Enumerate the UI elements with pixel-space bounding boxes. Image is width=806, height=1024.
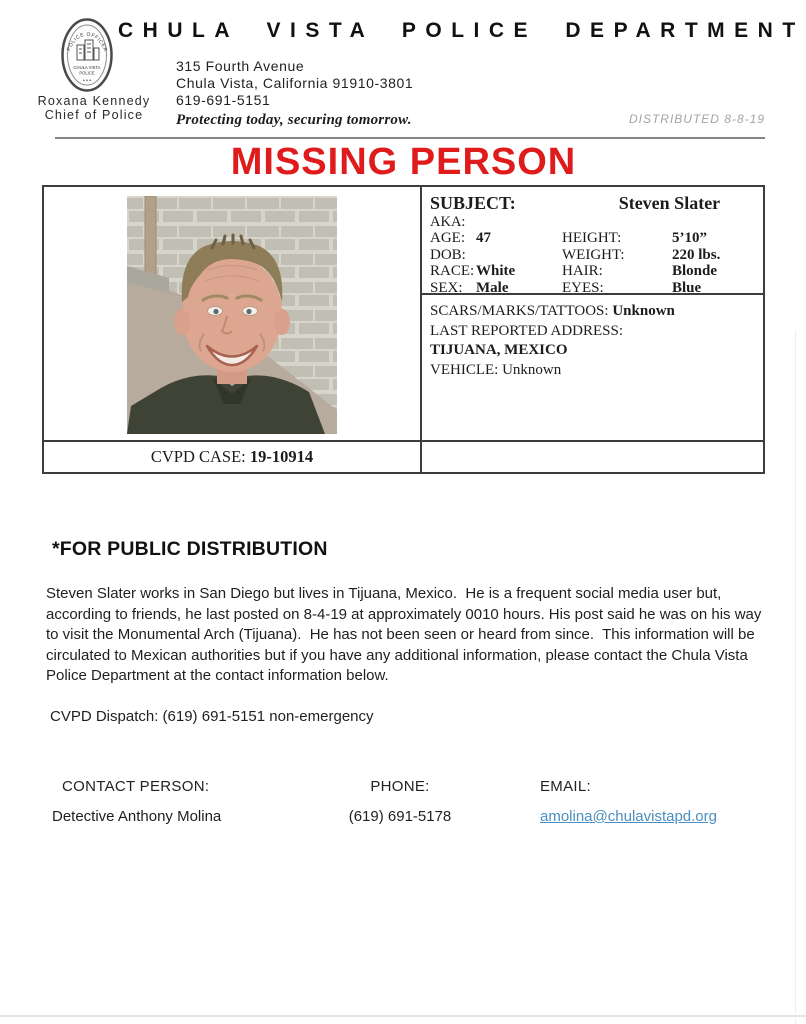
missing-person-photo — [127, 196, 337, 434]
photo-cell — [44, 187, 422, 440]
age-value: 47 — [476, 230, 491, 246]
contact-person-block — [52, 778, 221, 825]
wooden-post — [145, 196, 156, 276]
scars-value: Unknown — [612, 303, 675, 319]
right-ear — [274, 309, 290, 335]
race-value: White — [476, 263, 516, 279]
hair-label: HAIR: — [562, 263, 603, 279]
vehicle-value: Unknown — [502, 361, 562, 378]
case-number-cell — [44, 440, 422, 472]
empty-cell — [422, 440, 763, 472]
address-line-1: 315 Fourth Avenue — [176, 58, 305, 74]
weight-value: 220 lbs. — [672, 246, 721, 263]
dob-value — [476, 247, 562, 264]
last-address-value: TIJUANA, MEXICO — [430, 342, 568, 358]
department-title: CHULA VISTA POLICE DEPARTMENT — [118, 19, 805, 42]
subject-name: Steven Slater — [618, 193, 721, 213]
badge-city-text: CHULA VISTA — [73, 65, 101, 70]
public-distribution-heading: *FOR PUBLIC DISTRIBUTION — [52, 538, 328, 560]
eyes-label: EYES: — [562, 279, 604, 295]
vehicle-label: VEHICLE: — [430, 361, 503, 378]
case-summary-paragraph: Steven Slater works in San Diego but lives in Tijuana, Mexico. He is a frequent social media user but, according to friends, he last posted on 8-4-19 at approximately 0010 hours. His post said he was on his way to visit the Monumental Arch (Tijuana). He has not been seen or heard from since. This information will be circulated to Mexican authorities but if you have any additional information, please contact the Chula Vista Police Department at the contact information below. — [46, 585, 766, 684]
height-value: 5’10” — [672, 230, 707, 246]
race-label: RACE: — [430, 263, 475, 279]
dispatch-line: CVPD Dispatch: (619) 691-5151 non-emergency — [50, 708, 374, 725]
left-ear — [174, 309, 190, 335]
contact-person-label: CONTACT PERSON: — [62, 778, 210, 795]
right-pupil — [246, 309, 251, 314]
header-divider — [55, 137, 765, 139]
case-label: CVPD CASE: — [150, 447, 246, 466]
department-motto: Protecting today, securing tomorrow. — [176, 112, 412, 128]
email-label: EMAIL: — [540, 778, 591, 795]
missing-person-title: MISSING PERSON — [230, 141, 577, 183]
department-address-block — [176, 58, 413, 129]
details-cell — [422, 295, 763, 440]
case-number: 19-10914 — [249, 447, 314, 466]
dob-label: DOB: — [430, 246, 466, 263]
badge-arc-text: POLICE OFFICER — [66, 31, 109, 53]
chief-title: Chief of Police — [44, 108, 144, 122]
weight-label: WEIGHT: — [562, 246, 625, 263]
sex-label: SEX: — [430, 279, 463, 295]
aka-label: AKA: — [430, 214, 466, 230]
sex-value: Male — [476, 279, 509, 295]
subject-label: SUBJECT: — [430, 193, 516, 213]
badge-dots: • • • — [82, 78, 92, 84]
distributed-date-note: DISTRIBUTED 8-8-19 — [628, 112, 765, 126]
scan-right-edge — [795, 330, 796, 1024]
chief-of-police-block — [33, 94, 155, 122]
scars-label: SCARS/MARKS/TATTOOS: — [430, 303, 613, 319]
address-line-2: Chula Vista, California 91910-3801 — [176, 75, 414, 91]
contact-person-name: Detective Anthony Molina — [52, 808, 222, 825]
age-label: AGE: — [430, 230, 465, 246]
email-link[interactable]: amolina@chulavistapd.org — [540, 808, 717, 825]
contact-email-block — [540, 778, 717, 825]
phone-value: (619) 691-5178 — [348, 808, 452, 825]
last-address-label: LAST REPORTED ADDRESS: — [430, 322, 624, 339]
height-label: HEIGHT: — [562, 230, 622, 246]
scan-bottom-edge — [0, 1015, 806, 1017]
chief-name: Roxana Kennedy — [37, 94, 151, 108]
left-pupil — [213, 309, 218, 314]
contact-phone-block — [300, 778, 500, 825]
eyes-value: Blue — [672, 279, 702, 295]
identification-table — [42, 185, 765, 474]
phone-label: PHONE: — [370, 778, 430, 795]
hair-value: Blonde — [672, 263, 718, 279]
police-badge-icon — [61, 18, 113, 92]
badge-police-text: POLICE — [79, 70, 95, 76]
department-phone: 619-691-5151 — [176, 92, 271, 108]
subject-info-cell — [422, 187, 763, 295]
